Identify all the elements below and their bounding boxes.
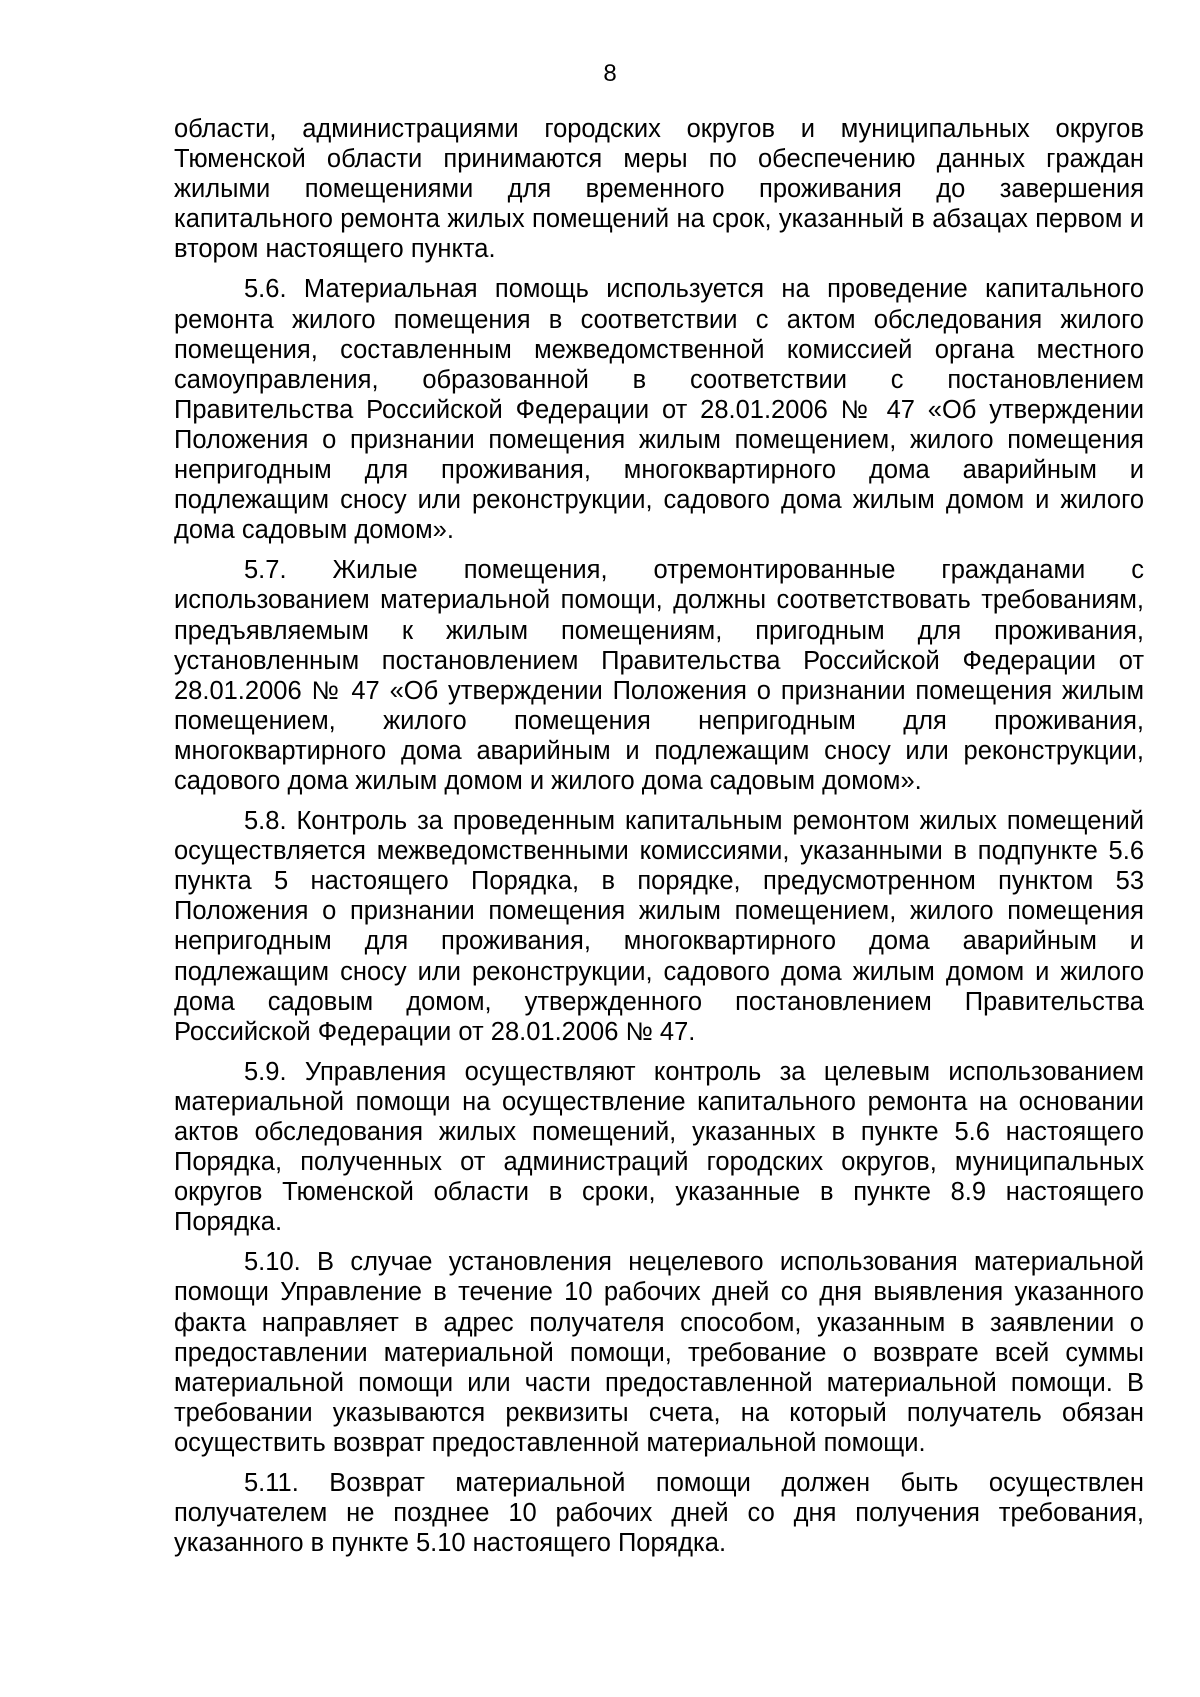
paragraph-5-7: 5.7. Жилые помещения, отремонтированные гражданами с использованием материальной помощи, должны соответствовать требованиям, предъявляемым к жилым помещениям, пригодным для проживания, установленным постановлением Правительства Российской Федерации от 28.01.2006 № 47 «Об утверждении Положения о признании помещения жилым помещением, жилого помещения непригодным для проживания, многоквартирного дома аварийным и подлежащим сносу или реконструкции, садового дома жилым домом и жилого дома садовым домом». <box>174 556 1144 795</box>
page-number: 8 <box>603 60 617 87</box>
paragraph-5-10: 5.10. В случае установления нецелевого использования материальной помощи Управление в течение 10 рабочих дней со дня выявления указанного факта направляет в адрес получателя способом, указанным в заявлении о предоставлении материальной помощи, требование о возврате всей суммы материальной помощи или части предоставленной материальной помощи. В требовании указываются реквизиты счета, на который получатель обязан осуществить возврат предоставленной материальной помощи. <box>174 1248 1144 1457</box>
paragraph-5-8: 5.8. Контроль за проведенным капитальным ремонтом жилых помещений осуществляется межведомственными комиссиями, указанными в подпункте 5.6 пункта 5 настоящего Порядка, в порядке, предусмотренном пунктом 53 Положения о признании помещения жилым помещением, жилого помещения непригодным для проживания, многоквартирного дома аварийным и подлежащим сносу или реконструкции, садового дома жилым домом и жилого дома садовым домом, утвержденного постановлением Правительства Российской Федерации от 28.01.2006 № 47. <box>174 807 1144 1046</box>
paragraph-continuation: области, администрациями городских округов и муниципальных округов Тюменской области принимаются меры по обеспечению данных граждан жилыми помещениями для временного проживания до завершения капитального ремонта жилых помещений на срок, указанный в абзацах первом и втором настоящего пункта. <box>174 115 1144 264</box>
document-body <box>174 114 1144 1568</box>
paragraph-5-6: 5.6. Материальная помощь используется на проведение капитального ремонта жилого помещения в соответствии с актом обследования жилого помещения, составленным межведомственной комиссией органа местного самоуправления, образованной в соответствии с постановлением Правительства Российской Федерации от 28.01.2006 № 47 «Об утверждении Положения о признании помещения жилым помещением, жилого помещения непригодным для проживания, многоквартирного дома аварийным и подлежащим сносу или реконструкции, садового дома жилым домом и жилого дома садовым домом». <box>174 275 1144 545</box>
paragraph-5-11: 5.11. Возврат материальной помощи должен быть осуществлен получателем не позднее 10 рабочих дней со дня получения требования, указанного в пункте 5.10 настоящего Порядка. <box>174 1469 1144 1558</box>
paragraph-5-9: 5.9. Управления осуществляют контроль за целевым использованием материальной помощи на осуществление капитального ремонта на основании актов обследования жилых помещений, указанных в пункте 5.6 настоящего Порядка, полученных от администраций городских округов, муниципальных округов Тюменской области в сроки, указанные в пункте 8.9 настоящего Порядка. <box>174 1057 1144 1237</box>
